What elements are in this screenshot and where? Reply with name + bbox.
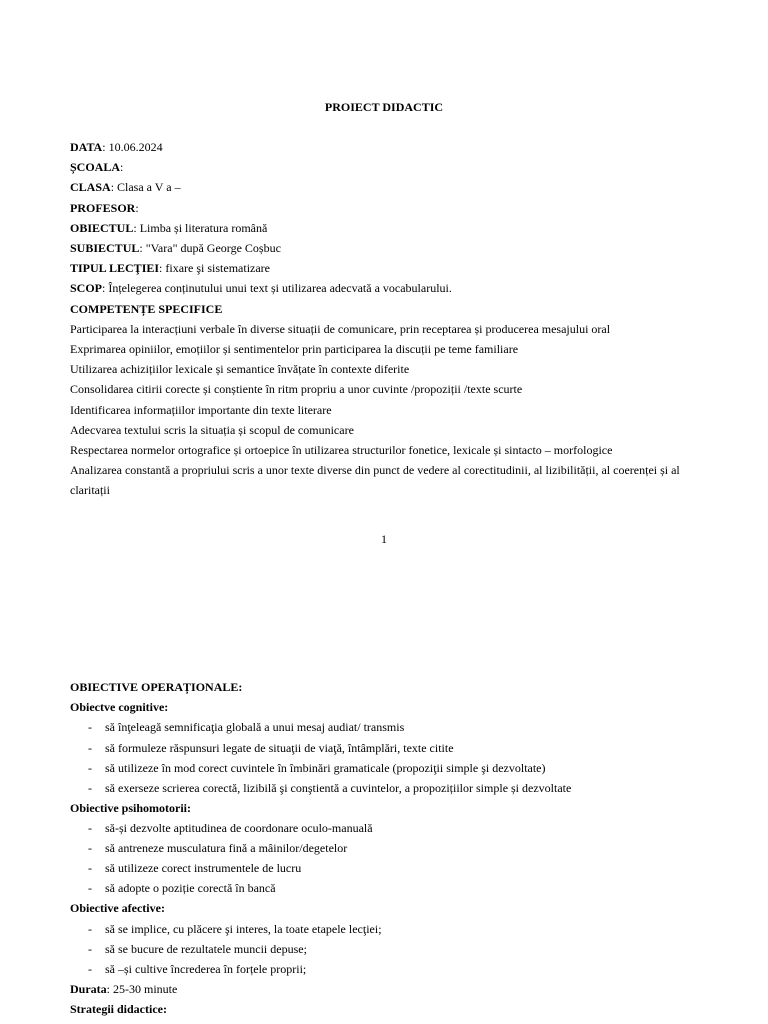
competenta-item: Identificarea informațiilor importante din texte literare — [70, 402, 332, 417]
list-item-text: să utilizeze în mod corect cuvintele în îmbinări gramaticale (propoziţii simple şi dezvoltate) — [105, 760, 546, 775]
dash-bullet-icon: - — [88, 961, 92, 976]
page-number: 1 — [381, 532, 387, 546]
field-value: : 10.06.2024 — [102, 140, 163, 154]
afective-heading: Obiective afective: — [70, 901, 165, 916]
list-item-text: să exerseze scrierea corectă, lizibilă şi conştientă a cuvintelor, a propozițiilor simple și dezvoltate — [105, 780, 572, 795]
dash-bullet-icon: - — [88, 740, 92, 755]
list-item — [70, 818, 690, 838]
cognitive-list — [70, 717, 690, 797]
field-scoala — [70, 157, 690, 177]
competenta-item: Respectarea normelor ortografice și ortoepice în utilizarea structurilor fonetice, lexicale și sintacto – morfologice — [70, 443, 613, 458]
competente-heading: COMPETENȚE SPECIFICE — [70, 301, 223, 316]
obiective-heading: OBIECTIVE OPERAȚIONALE: — [70, 680, 243, 694]
list-item — [70, 959, 690, 979]
cognitive-heading: Obiectve cognitive: — [70, 700, 169, 715]
field-tipul-lectiei — [70, 258, 690, 278]
dash-bullet-icon: - — [88, 780, 92, 795]
list-item-text: să antreneze musculatura fină a mâinilor/degetelor — [105, 841, 348, 856]
durata-value: : 25-30 minute — [106, 981, 178, 996]
obiective-section — [70, 677, 690, 1019]
field-value: : Clasa a V a – — [110, 180, 181, 195]
field-obiectul — [70, 218, 690, 238]
field-label: TIPUL LECŢIEI — [70, 261, 160, 276]
list-item — [70, 778, 690, 798]
list-item — [70, 858, 690, 878]
field-value: : fixare şi sistematizare — [159, 261, 270, 276]
dash-bullet-icon: - — [88, 760, 92, 775]
dash-bullet-icon: - — [88, 881, 92, 896]
field-label: CLASA — [70, 180, 111, 195]
field-label: OBIECTUL — [70, 220, 134, 235]
list-item — [70, 939, 690, 959]
dash-bullet-icon: - — [88, 921, 92, 936]
list-item — [70, 878, 690, 898]
field-value: : — [120, 160, 124, 175]
list-item-text: să formuleze răspunsuri legate de situaţii de viaţă, întâmplări, texte citite — [105, 740, 454, 755]
field-label: SUBIECTUL — [70, 241, 140, 256]
list-item — [70, 758, 690, 778]
list-item-text: să se implice, cu plăcere şi interes, la toate etapele lecţiei; — [105, 921, 382, 936]
strategii-heading: Strategii didactice: — [70, 1002, 167, 1017]
field-label: PROFESOR — [70, 200, 136, 215]
dash-bullet-icon: - — [88, 720, 92, 735]
dash-bullet-icon: - — [88, 820, 92, 835]
afective-list — [70, 919, 690, 979]
durata-label: Durata — [70, 981, 107, 996]
list-item-text: să adopte o poziție corectă în bancă — [105, 881, 276, 896]
psihomotorii-heading: Obiective psihomotorii: — [70, 800, 191, 815]
list-item — [70, 838, 690, 858]
field-scop — [70, 278, 690, 298]
document-title: PROIECT DIDACTIC — [324, 100, 444, 114]
list-item — [70, 738, 690, 758]
list-item-text: să –și cultive încrederea în forțele proprii; — [105, 961, 307, 976]
list-item-text: să utilizeze corect instrumentele de lucru — [105, 861, 302, 876]
dash-bullet-icon: - — [88, 861, 92, 876]
field-value: : Înțelegerea conținutului unui text și utilizarea adecvată a vocabularului. — [102, 281, 452, 296]
field-profesor — [70, 198, 690, 218]
competenta-item: Utilizarea achizițiilor lexicale și semantice învățate în contexte diferite — [70, 362, 410, 377]
list-item-text: să înţeleagă semnificaţia globală a unui mesaj audiat/ transmis — [105, 720, 405, 735]
psihomotorii-list — [70, 818, 690, 898]
competenta-item: Adecvarea textului scris la situația și scopul de comunicare — [70, 422, 354, 437]
competenta-item: Analizarea constantă a propriului scris a unor texte diverse din punct de vedere al corectitudinii, al lizibilității, al coerenței și al claritații — [70, 463, 680, 498]
competenta-item: Participarea la interacțiuni verbale în diverse situații de comunicare, prin receptarea și producerea mesajului oral — [70, 321, 611, 336]
list-item-text: să se bucure de rezultatele muncii depuse; — [105, 941, 307, 956]
field-value: : Limba și literatura română — [133, 220, 268, 235]
list-item-text: să-și dezvolte aptitudinea de coordonare oculo-manuală — [105, 820, 373, 835]
field-label: ȘCOALA — [70, 160, 121, 175]
dash-bullet-icon: - — [88, 841, 92, 856]
field-subiectul — [70, 238, 690, 258]
field-value: : "Vara" după George Coșbuc — [139, 241, 281, 256]
durata-line — [70, 979, 690, 999]
competenta-item: Exprimarea opiniilor, emoțiilor și sentimentelor prin participarea la discuții pe teme familiare — [70, 342, 519, 357]
field-value: : — [135, 200, 139, 215]
header-fields — [70, 137, 690, 501]
field-data — [70, 137, 690, 157]
list-item — [70, 919, 690, 939]
field-label: DATA — [70, 140, 103, 154]
dash-bullet-icon: - — [88, 941, 92, 956]
list-item — [70, 717, 690, 737]
field-clasa — [70, 177, 690, 197]
field-label: SCOP — [70, 281, 103, 296]
competenta-item: Consolidarea citirii corecte și conștiente în ritm propriu a unor cuvinte /propoziții /texte scurte — [70, 382, 523, 397]
